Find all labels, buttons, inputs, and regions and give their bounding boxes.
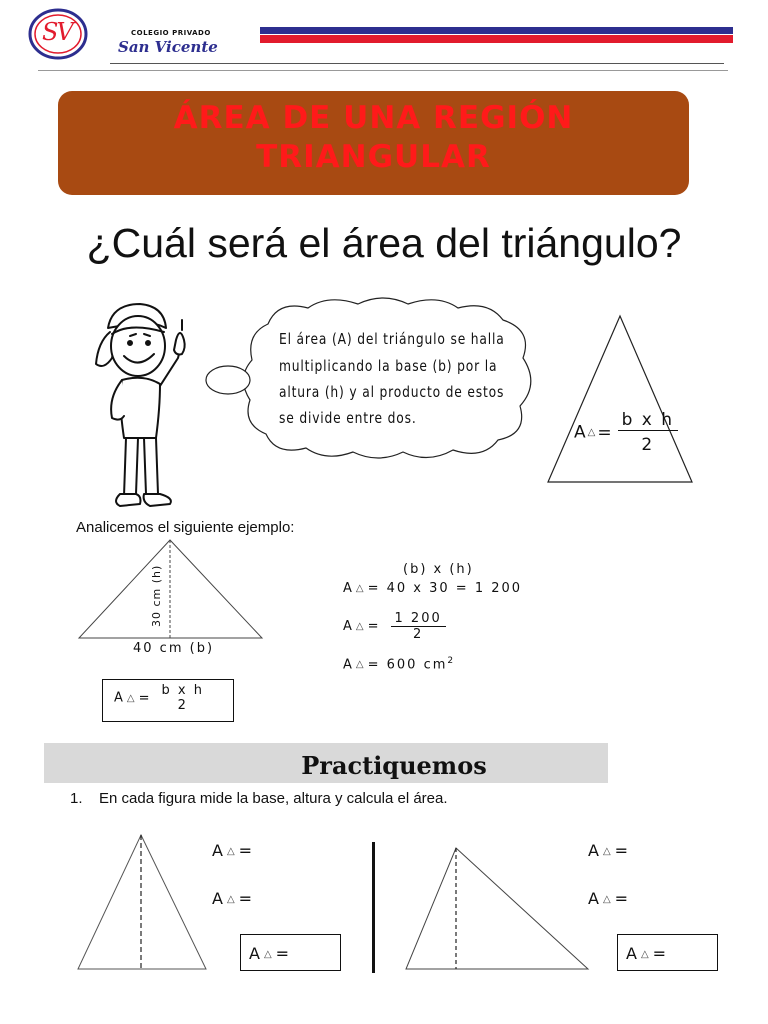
bubble-line3: altura (h) y al producto de estos	[279, 383, 505, 401]
school-name-line2: San Vicente	[118, 38, 218, 56]
answer-eq: =	[652, 944, 669, 963]
title-line1: ÁREA DE UNA REGIÓN	[173, 100, 574, 136]
example-height-label: 30 cm (h)	[150, 564, 163, 627]
header-underline	[110, 63, 724, 64]
answer-A: A	[588, 889, 601, 908]
step1-A: A	[343, 581, 354, 596]
practice2-answer-line3	[626, 944, 668, 963]
practice2-answer-line1	[588, 841, 630, 860]
step3-rest: = 600 cm	[367, 657, 448, 673]
answer-A: A	[212, 889, 225, 908]
triangle-symbol-icon: △	[602, 846, 613, 857]
answer-eq: =	[614, 841, 631, 860]
step2-A: A	[343, 619, 354, 634]
formula-equals: =	[597, 422, 612, 443]
logo-letters: SV	[42, 18, 72, 46]
box-denominator: 2	[177, 698, 188, 713]
triangle-symbol-icon: △	[355, 621, 366, 632]
triangle-symbol-icon: △	[126, 692, 137, 704]
example-base-label: 40 cm (b)	[133, 641, 215, 656]
step3-sup: 2	[447, 656, 456, 666]
answer-eq: =	[238, 841, 255, 860]
example-intro: Analicemos el siguiente ejemplo:	[76, 519, 295, 536]
bubble-line1: El área (A) del triángulo se halla	[279, 330, 505, 348]
triangle-symbol-icon: △	[355, 583, 366, 594]
practice-instruction: En cada figura mide la base, altura y calcula el área.	[99, 790, 448, 807]
answer-eq: =	[238, 889, 255, 908]
practice1-answer-line3	[249, 944, 291, 963]
triangle-symbol-icon: △	[602, 894, 613, 905]
header-stripe-blue	[260, 27, 733, 34]
practice-divider	[372, 842, 375, 973]
practice-triangle-1	[76, 832, 208, 972]
step2-den: 2	[412, 627, 424, 642]
answer-eq: =	[275, 944, 292, 963]
triangle-symbol-icon: △	[587, 427, 596, 438]
practice1-answer-line2	[212, 889, 254, 908]
step1-rest: = 40 x 30 = 1 200	[367, 581, 523, 596]
header-stripe-red	[260, 35, 733, 43]
triangle-symbol-icon: △	[263, 949, 274, 960]
step2-num: 1 200	[391, 611, 446, 627]
practice-heading: Practiquemos	[301, 751, 487, 780]
example-step2	[343, 611, 446, 642]
triangle-symbol-icon: △	[226, 846, 237, 857]
answer-eq: =	[614, 889, 631, 908]
school-logo	[28, 8, 88, 60]
thought-bubble	[198, 294, 543, 464]
example-step1	[343, 581, 522, 596]
example-triangle	[76, 537, 266, 642]
header-divider	[38, 70, 728, 71]
formula-triangle	[546, 314, 694, 486]
formula-triangle-expression	[574, 410, 678, 455]
answer-A: A	[212, 841, 225, 860]
title-line2: TRIANGULAR	[256, 139, 491, 175]
box-A: A	[114, 690, 125, 706]
step2-eq: =	[367, 619, 381, 634]
example-box-formula	[114, 683, 208, 713]
step3-A: A	[343, 657, 354, 673]
bubble-line2: multiplicando la base (b) por la	[279, 357, 498, 375]
school-name-line1: COLEGIO PRIVADO	[131, 29, 211, 37]
box-numerator: b x h	[161, 683, 204, 698]
triangle-symbol-icon: △	[640, 949, 651, 960]
example-step0: (b) x (h)	[403, 562, 474, 577]
formula-numerator: b x h	[618, 410, 678, 431]
triangle-symbol-icon: △	[226, 894, 237, 905]
question-heading: ¿Cuál será el área del triángulo?	[86, 220, 682, 266]
boy-illustration	[90, 298, 200, 513]
bubble-line4: se divide entre dos.	[279, 409, 417, 427]
answer-A: A	[588, 841, 601, 860]
formula-A: A	[574, 422, 586, 443]
triangle-symbol-icon: △	[355, 659, 366, 671]
practice2-answer-line2	[588, 889, 630, 908]
practice-instruction-number: 1.	[70, 790, 83, 807]
formula-denominator: 2	[641, 435, 655, 455]
practice1-answer-line1	[212, 841, 254, 860]
practice-triangle-2	[404, 845, 590, 972]
answer-A: A	[626, 944, 639, 963]
box-equals: =	[138, 690, 152, 706]
example-step3	[343, 656, 455, 672]
answer-A: A	[249, 944, 262, 963]
